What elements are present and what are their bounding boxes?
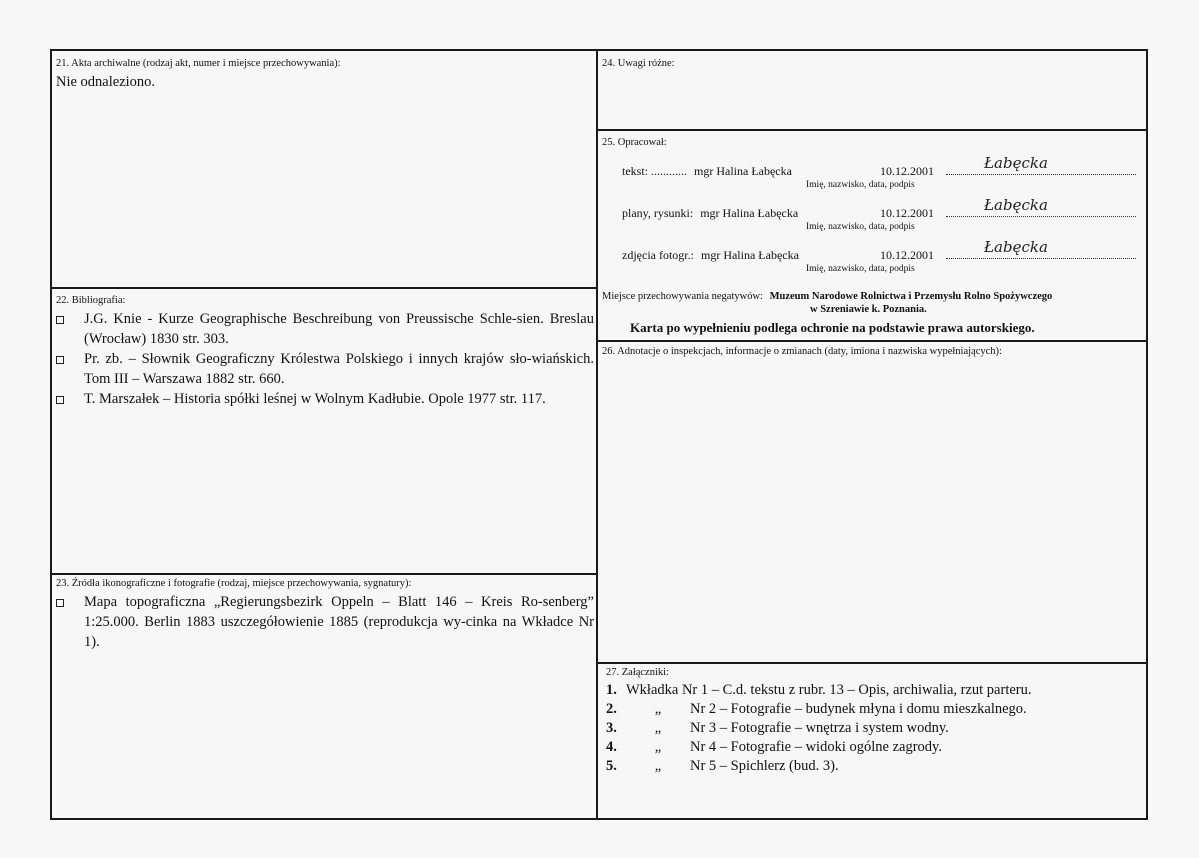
section-24-header: 24. Uwagi różne:: [602, 58, 675, 69]
storage-location: w Szreniawie k. Poznania.: [810, 304, 927, 315]
checkbox-bullet-icon: [56, 316, 64, 324]
column-divider: [596, 49, 598, 820]
divider-24-25: [596, 129, 1148, 131]
storage-label: Miejsce przechowywania negatywów:: [602, 291, 763, 302]
frame-left: [50, 49, 52, 820]
author-row-text: [622, 154, 1142, 178]
section-23: [56, 578, 594, 652]
section-21: [56, 58, 592, 92]
author-row-caption: Imię, nazwisko, data, podpis: [806, 222, 915, 232]
row-label: zdjęcia fotogr.:: [622, 248, 694, 262]
section-22-header: 22. Bibliografia:: [56, 295, 126, 306]
frame-right: [1146, 49, 1148, 820]
attachment-item: 4. „ Nr 4 – Fotografie – widoki ogólne zagrody.: [606, 739, 942, 755]
author-date: 10.12.2001: [880, 248, 934, 262]
author-name: mgr Halina Łabęcka: [700, 248, 799, 262]
storage-info: [602, 290, 1142, 303]
copyright-notice: Karta po wypełnieniu podlega ochronie na podstawie prawa autorskiego.: [630, 320, 1035, 335]
author-row-caption: Imię, nazwisko, data, podpis: [806, 180, 915, 190]
divider-22-23: [50, 573, 598, 575]
section-22: [56, 295, 594, 409]
bibliography-item: Pr. zb. – Słownik Geograficzny Królestwa Polskiego i innych krajów sło-wiańskich. Tom III – Warszawa 1882 str. 660.: [56, 349, 594, 389]
author-name: mgr Halina Łabęcka: [700, 206, 799, 220]
author-date: 10.12.2001: [880, 206, 934, 220]
section-25-header: 25. Opracował:: [602, 137, 667, 148]
section-26-header: 26. Adnotacje o inspekcjach, informacje o zmianach (daty, imiona i nazwiska wypełniających):: [602, 346, 1002, 357]
checkbox-bullet-icon: [56, 356, 64, 364]
checkbox-bullet-icon: [56, 599, 64, 607]
bibliography-item: T. Marszałek – Historia spółki leśnej w Wolnym Kadłubie. Opole 1977 str. 117.: [56, 389, 594, 409]
signature: Łabęcka: [984, 196, 1048, 214]
row-label: tekst: ............: [622, 164, 687, 178]
divider-25-26: [596, 340, 1148, 342]
iconography-item: Mapa topograficzna „Regierungsbezirk Oppeln – Blatt 146 – Kreis Ro-senberg” 1:25.000. Berlin 1883 uszczegółowienie 1885 (reprodukcja wy-cinka na Wkładce Nr 1).: [56, 592, 594, 652]
divider-21-22: [50, 287, 598, 289]
attachment-item: 5. „ Nr 5 – Spichlerz (bud. 3).: [606, 758, 839, 774]
storage-museum: Muzeum Narodowe Rolnictwa i Przemysłu Rolno Spożywczego: [769, 291, 1053, 302]
divider-26-27: [596, 662, 1148, 664]
checkbox-bullet-icon: [56, 396, 64, 404]
attachment-item: 1. Wkładka Nr 1 – C.d. tekstu z rubr. 13 – Opis, archiwalia, rzut parteru.: [606, 682, 1032, 698]
author-row-plans: [622, 196, 1142, 220]
section-27-header: 27. Załączniki:: [606, 667, 669, 678]
row-label: plany, rysunki:: [622, 206, 694, 220]
author-name: mgr Halina Łabęcka: [694, 164, 792, 178]
author-date: 10.12.2001: [880, 164, 934, 178]
section-27: [606, 667, 1144, 776]
signature: Łabęcka: [984, 238, 1048, 256]
author-row-caption: Imię, nazwisko, data, podpis: [806, 264, 915, 274]
section-21-header: 21. Akta archiwalne (rodzaj akt, numer i miejsce przechowywania):: [56, 58, 341, 69]
bibliography-item: J.G. Knie - Kurze Geographische Beschreibung von Preussische Schle-sien. Breslau (Wrocław) 1830 str. 303.: [56, 309, 594, 349]
section-23-header: 23. Źródła ikonograficzne i fotografie (rodzaj, miejsce przechowywania, sygnatury):: [56, 578, 412, 589]
author-row-photos: [622, 238, 1142, 262]
attachment-item: 2. „ Nr 2 – Fotografie – budynek młyna i domu mieszkalnego.: [606, 701, 1027, 717]
section-21-text: Nie odnaleziono.: [56, 74, 156, 90]
frame-bottom: [50, 818, 1148, 820]
attachment-item: 3. „ Nr 3 – Fotografie – wnętrza i system wodny.: [606, 720, 949, 736]
frame-top: [50, 49, 1148, 51]
signature: Łabęcka: [984, 154, 1048, 172]
